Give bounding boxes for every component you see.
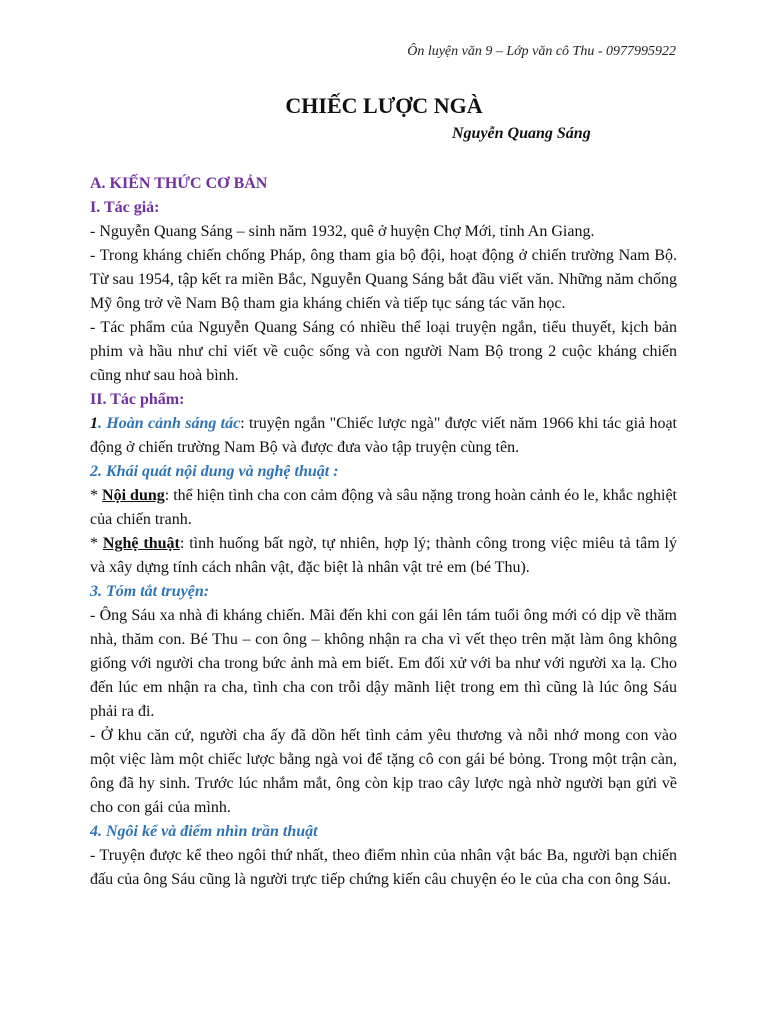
author-section-heading: I. Tác giả: — [90, 199, 160, 216]
author-name: Nguyễn Quang Sáng — [452, 125, 591, 142]
author-paragraph-2: - Trong kháng chiến chống Pháp, ông tham gia bộ đội, hoạt động ở chiến trường Nam Bộ. Từ sau 1954, tập kết ra miền Bắc, Nguyễn Quang Sáng bắt đầu viết văn. Những năm chống Mỹ ông trở về Nam Bộ tham gia kháng chiến và tiếp tục sáng tác văn học. — [90, 247, 677, 312]
author-paragraph-3: - Tác phẩm của Nguyễn Quang Sáng có nhiều thể loại truyện ngắn, tiểu thuyết, kịch bản phim và hầu như chỉ viết về cuộc sống và con người Nam Bộ trong 2 cuộc kháng chiến cũng như sau hoà bình. — [90, 319, 677, 384]
document-title: CHIẾC LƯỢC NGÀ — [285, 93, 483, 118]
narration-paragraph: - Truyện được kể theo ngôi thứ nhất, theo điểm nhìn của nhân vật bác Ba, người bạn chiến đấu của ông Sáu cũng là người trực tiếp chứng kiến câu chuyện éo le của cha con ông Sáu. — [90, 847, 677, 888]
work-section-heading: II. Tác phẩm: — [90, 391, 185, 408]
summary-paragraph-1: - Ông Sáu xa nhà đi kháng chiến. Mãi đến khi con gái lên tám tuổi ông mới có dịp về thăm nhà, thăm con. Bé Thu – con ông – không nhận ra cha vì vết thẹo trên mặt làm ông không giống với người cha trong bức ảnh mà em biết. Em đối xử với ba như với người xa lạ. Cho đến lúc em nhận ra cha, tình cha con trỗi dậy mãnh liệt trong em thì cũng là lúc ông Sáu phải ra đi. — [90, 607, 677, 720]
context-text: : truyện ngắn "Chiếc lược ngà" được viết năm 1966 khi tác giả hoạt động ở chiến trường Nam Bộ và được đưa vào tập truyện cùng tên. — [90, 415, 677, 456]
overview-heading: 2. Khái quát nội dung và nghệ thuật : — [90, 463, 339, 480]
art-label: Nghệ thuật — [102, 535, 180, 552]
author-paragraph-1: - Nguyễn Quang Sáng – sinh năm 1932, quê ở huyện Chợ Mới, tỉnh An Giang. — [90, 223, 595, 240]
content-text: : thể hiện tình cha con cảm động và sâu nặng trong hoàn cảnh éo le, khắc nghiệt của chiến tranh. — [90, 487, 678, 528]
composition-context-paragraph — [90, 412, 677, 460]
header-note: Ôn luyện văn 9 – Lớp văn cô Thu - 0977995922 — [407, 44, 676, 59]
context-number: 1 — [90, 415, 98, 432]
context-label: . Hoàn cảnh sáng tác — [98, 415, 241, 432]
section-a-heading: A. KIẾN THỨC CƠ BẢN — [90, 175, 268, 192]
content-label: Nội dung — [102, 487, 165, 504]
narration-heading: 4. Ngôi kể và điểm nhìn trần thuật — [90, 823, 318, 840]
document-body — [90, 172, 677, 892]
art-paragraph — [90, 532, 677, 580]
art-bullet: * — [90, 535, 103, 552]
summary-paragraph-2: - Ở khu căn cứ, người cha ấy đã dồn hết tình cảm yêu thương và nỗi nhớ mong con vào một việc làm một chiếc lược bằng ngà voi để tặng cô con gái bé bỏng. Trong một trận càn, ông đã hy sinh. Trước lúc nhắm mắt, ông còn kịp trao cây lược ngà nhờ người bạn gửi về cho con gái của mình. — [90, 727, 677, 816]
art-text: : tình huống bất ngờ, tự nhiên, hợp lý; thành công trong việc miêu tả tâm lý và xây dựng tính cách nhân vật, đặc biệt là nhân vật trẻ em (bé Thu). — [90, 535, 678, 576]
content-paragraph — [90, 484, 677, 532]
content-bullet: * — [90, 487, 103, 504]
summary-heading: 3. Tóm tắt truyện: — [90, 583, 210, 600]
